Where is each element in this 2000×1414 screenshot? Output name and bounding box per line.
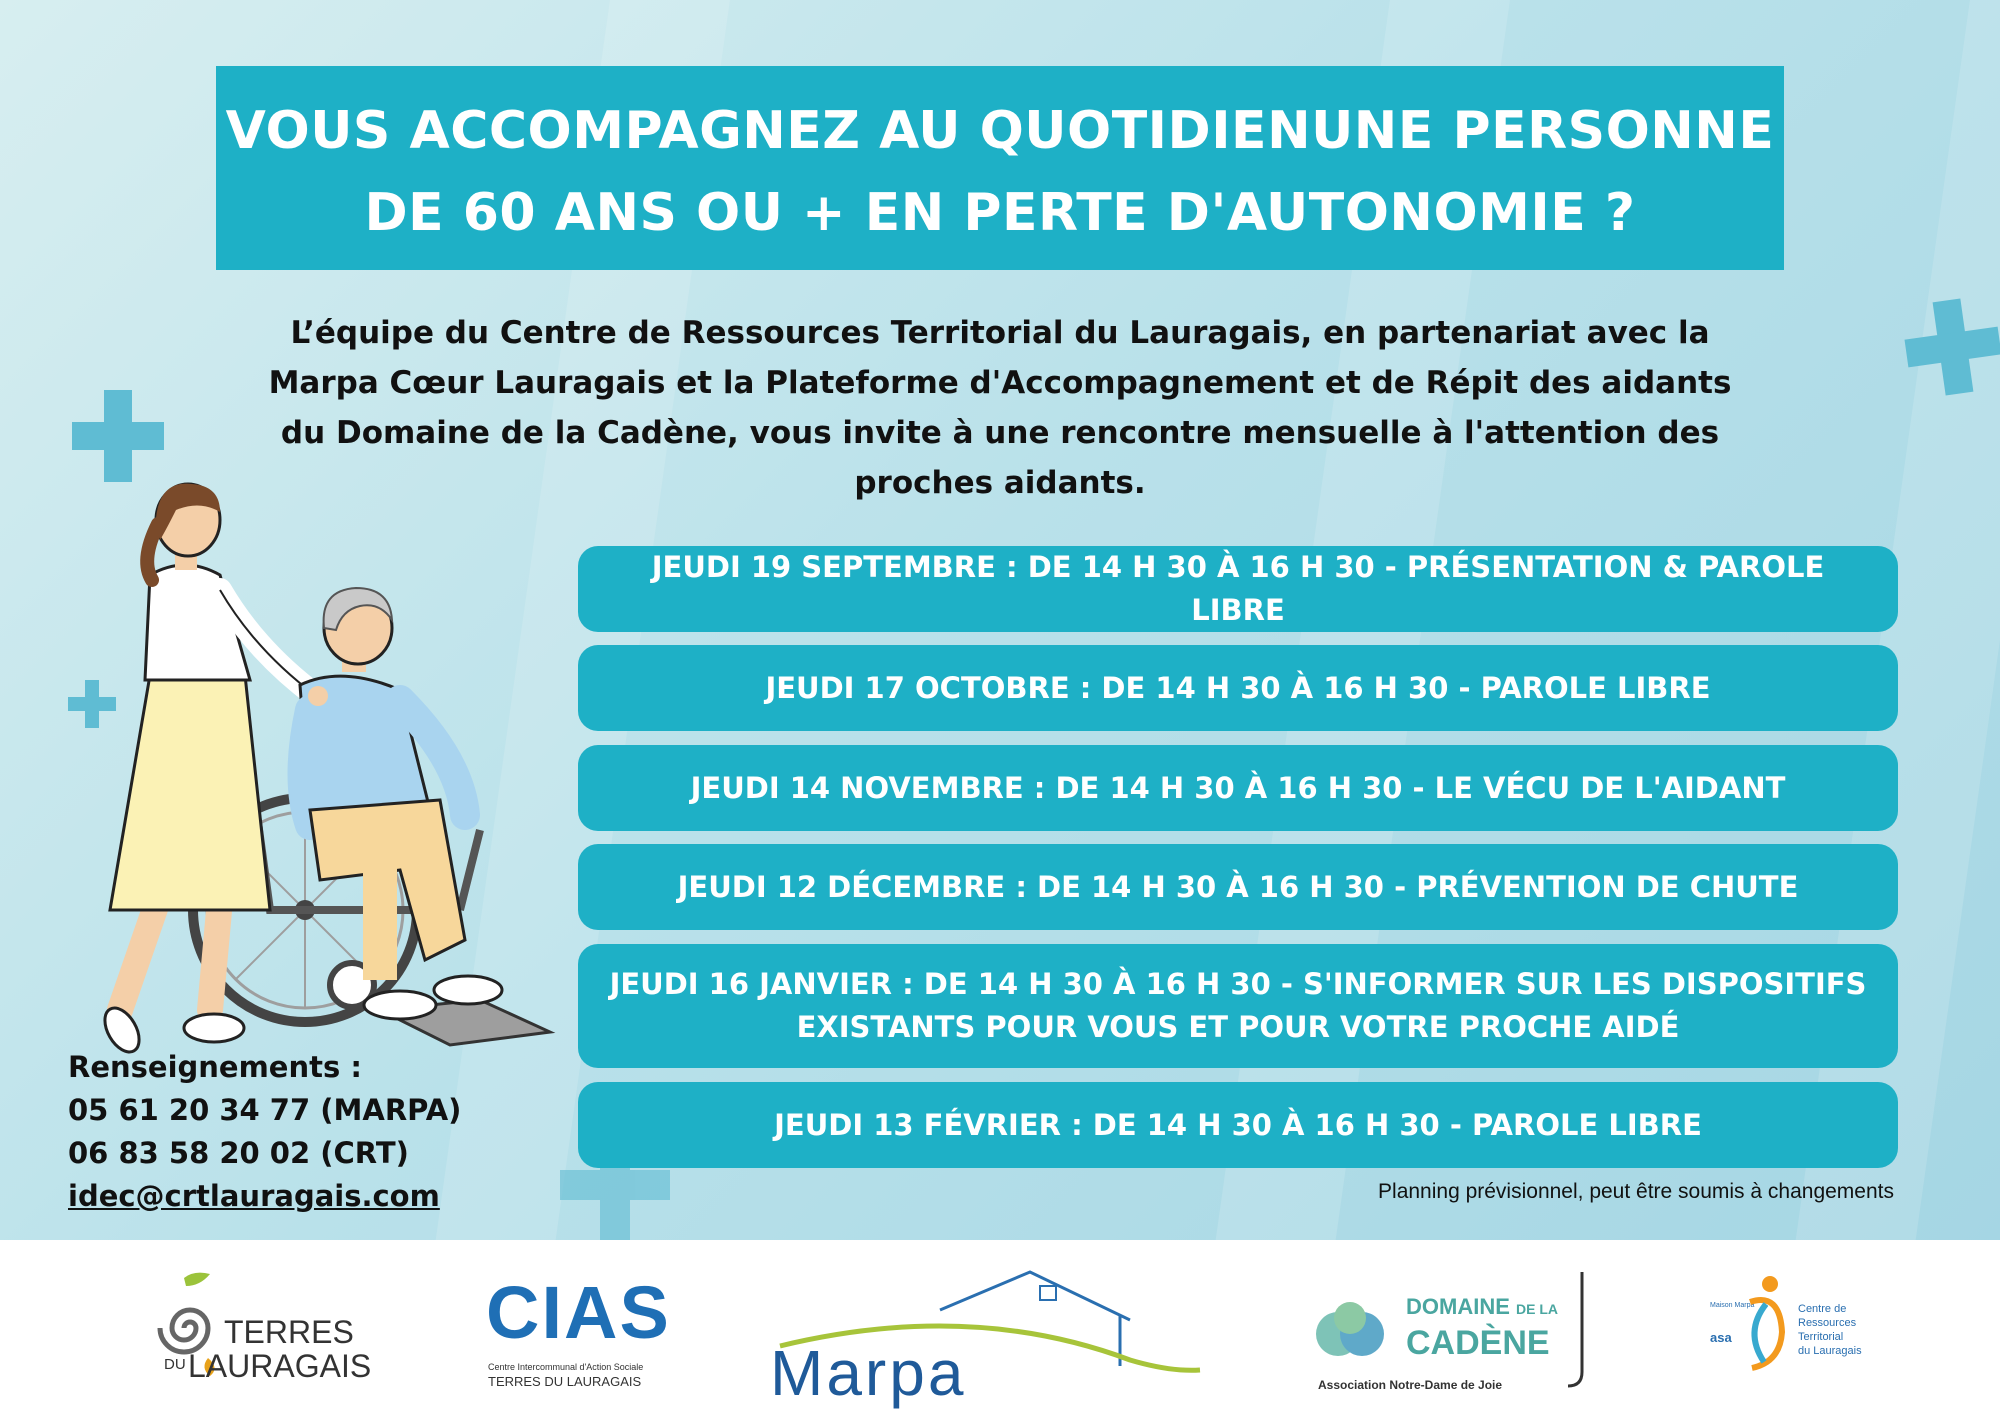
intro-line: L’équipe du Centre de Ressources Territorial du Lauragais, en partenariat avec la (290, 315, 1710, 351)
session-card (578, 645, 1898, 731)
phone-crt[interactable]: 06 83 58 20 02 (CRT) (68, 1136, 409, 1170)
crt-tag-top: Maison Marpa (1710, 1302, 1755, 1309)
session-card (578, 944, 1898, 1068)
terres-du: DU (164, 1356, 186, 1373)
terres-lauragais: LAURAGAIS (188, 1348, 372, 1384)
crt-logo (1700, 1240, 1870, 1414)
session-card (578, 745, 1898, 831)
domaine-cadene-logo (1310, 1240, 1590, 1414)
crt-line: Ressources (1798, 1317, 1857, 1329)
marpa-word: Marpa (770, 1337, 967, 1409)
intro-line: du Domaine de la Cadène, vous invite à une rencontre mensuelle à l'attention des (280, 415, 1720, 451)
crt-tag: asa (1710, 1330, 1732, 1345)
cadene-domaine-word: DOMAINE (1406, 1294, 1510, 1319)
phone-marpa[interactable]: 05 61 20 34 77 (MARPA) (68, 1093, 462, 1127)
crt-name (1798, 1302, 1862, 1358)
title-line: VOUS ACCOMPAGNEZ AU QUOTIDIENUNE PERSONNE (225, 101, 1775, 161)
session-text: JEUDI 17 OCTOBRE : DE 14 H 30 À 16 H 30 - PAROLE LIBRE (765, 670, 1711, 705)
cadene-sub: Association Notre-Dame de Joie (1318, 1378, 1503, 1392)
intro-paragraph (210, 308, 1790, 508)
marpa-logo (770, 1240, 1210, 1414)
email-link[interactable]: idec@crtlauragais.com (68, 1179, 440, 1213)
session-card (578, 1082, 1898, 1168)
session-card (578, 546, 1898, 632)
title-line: DE 60 ANS OU + EN PERTE D'AUTONOMIE ? (364, 183, 1636, 243)
cadene-de-la: DE LA (1516, 1301, 1559, 1317)
terres-du-lauragais-logo (150, 1240, 380, 1414)
terres-word: TERRES (224, 1314, 354, 1350)
session-text: JEUDI 12 DÉCEMBRE : DE 14 H 30 À 16 H 30 - PRÉVENTION DE CHUTE (677, 869, 1799, 904)
contact-block (68, 1046, 461, 1218)
title-banner (216, 66, 1784, 270)
cadene-domaine (1406, 1294, 1558, 1320)
contact-heading: Renseignements : (68, 1050, 362, 1084)
medical-cross-icon (1900, 294, 2000, 400)
session-text: EXISTANTS POUR VOUS ET POUR VOTRE PROCHE AIDÉ (796, 1010, 1680, 1044)
crt-line: Territorial (1798, 1331, 1844, 1343)
crt-line: Centre de (1798, 1303, 1847, 1315)
medical-cross-icon (72, 390, 164, 482)
cias-sub-terres: TERRES DU LAURAGAIS (488, 1374, 642, 1389)
cias-word: CIAS (486, 1271, 671, 1354)
cadene-word: CADÈNE (1406, 1324, 1550, 1362)
caregiver-wheelchair-illustration (80, 480, 560, 1060)
cias-logo (480, 1240, 690, 1414)
cadene-leaf-icon (1310, 1298, 1390, 1378)
session-text: JEUDI 19 SEPTEMBRE : DE 14 H 30 À 16 H 30 - PRÉSENTATION & PAROLE LIBRE (651, 550, 1825, 627)
crt-line: du Lauragais (1798, 1345, 1862, 1357)
cias-sub: Centre Intercommunal d'Action Sociale (488, 1362, 644, 1372)
page-title (216, 90, 1784, 254)
session-card (578, 844, 1898, 930)
session-text: JEUDI 13 FÉVRIER : DE 14 H 30 À 16 H 30 - PAROLE LIBRE (774, 1107, 1702, 1142)
session-text: JEUDI 16 JANVIER : DE 14 H 30 À 16 H 30 - S'INFORMER SUR LES DISPOSITIFS (609, 967, 1867, 1001)
partner-logos-footer (0, 1240, 2000, 1414)
intro-line: proches aidants. (854, 465, 1146, 501)
disclaimer-text: Planning prévisionnel, peut être soumis à changements (1378, 1180, 1894, 1203)
intro-line: Marpa Cœur Lauragais et la Plateforme d'Accompagnement et de Répit des aidants (268, 365, 1732, 401)
person-swoosh-icon (1740, 1272, 1800, 1372)
cadene-hook-icon (1568, 1272, 1588, 1392)
session-text: JEUDI 14 NOVEMBRE : DE 14 H 30 À 16 H 30 - LE VÉCU DE L'AIDANT (690, 770, 1786, 805)
